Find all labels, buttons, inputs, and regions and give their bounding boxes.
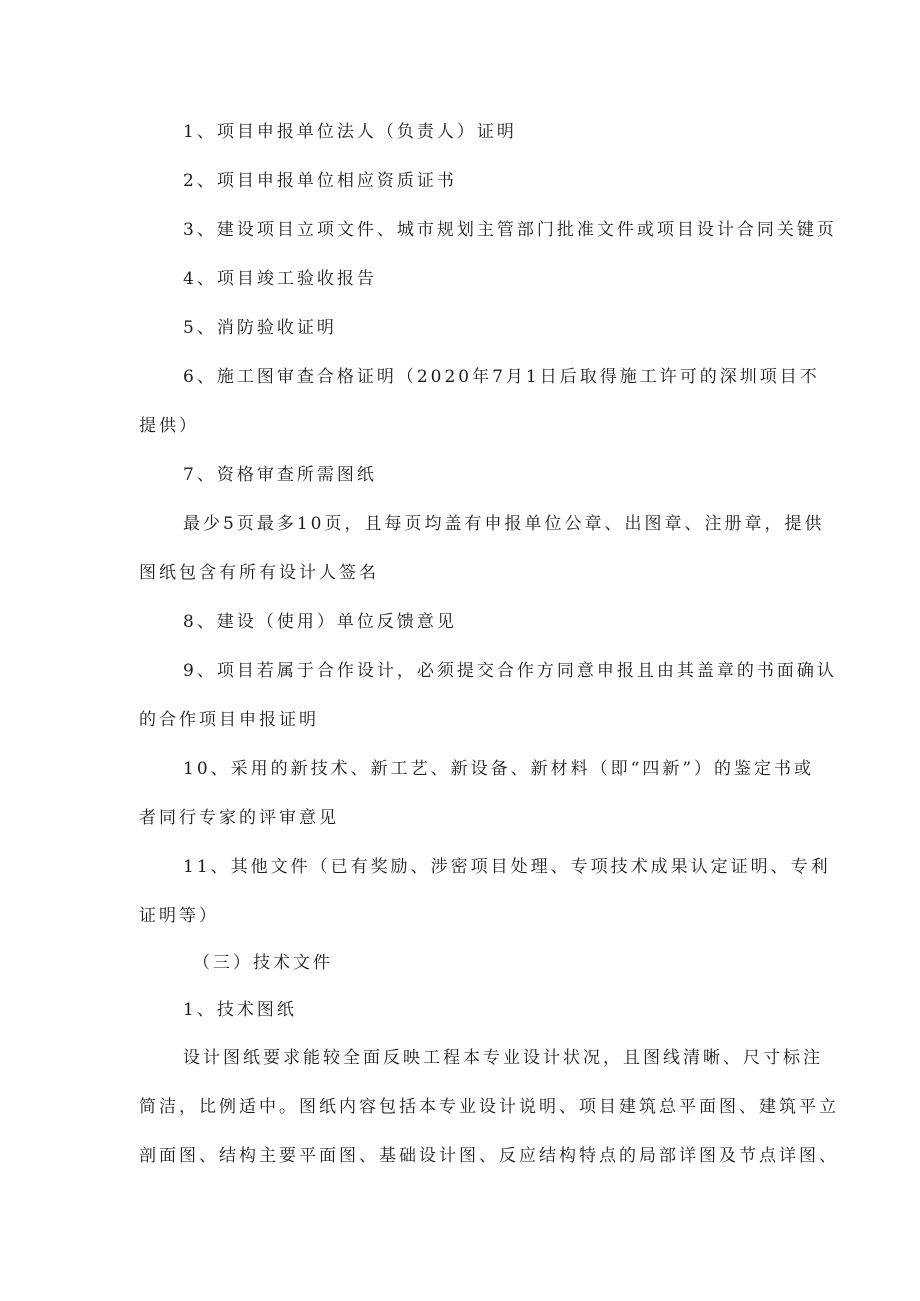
list-item-7: 7、资格审查所需图纸: [183, 465, 377, 485]
list-item-9-line-1: 9、项目若属于合作设计，必须提交合作方同意申报且由其盖章的书面确认: [183, 661, 837, 681]
list-item-6-line-1: 6、施工图审查合格证明（2020年7月1日后取得施工许可的深圳项目不: [183, 367, 820, 387]
list-item-1: 1、项目申报单位法人（负责人）证明: [183, 122, 517, 142]
tech-paragraph-line-1: 设计图纸要求能较全面反映工程本专业设计状况，且图线清晰、尺寸标注: [183, 1048, 823, 1068]
item-7-note-line-1: 最少5页最多10页，且每页均盖有申报单位公章、出图章、注册章，提供: [183, 514, 825, 534]
list-item-6-line-2: 提供）: [139, 416, 199, 436]
tech-paragraph-line-2: 简洁，比例适中。图纸内容包括本专业设计说明、项目建筑总平面图、建筑平立: [139, 1097, 839, 1117]
list-item-2: 2、项目申报单位相应资质证书: [183, 171, 457, 191]
list-item-10-line-1: 10、采用的新技术、新工艺、新设备、新材料（即“四新”）的鉴定书或: [183, 759, 815, 779]
list-item-8: 8、建设（使用）单位反馈意见: [183, 612, 457, 632]
section-heading: （三）技术文件: [193, 953, 333, 973]
list-item-5: 5、消防验收证明: [183, 318, 337, 338]
list-item-10-line-2: 者同行专家的评审意见: [139, 808, 339, 828]
item-7-note-line-2: 图纸包含有所有设计人签名: [139, 563, 379, 583]
tech-paragraph-line-3: 剖面图、结构主要平面图、基础设计图、反应结构特点的局部详图及节点详图、: [139, 1146, 839, 1166]
list-item-9-line-2: 的合作项目申报证明: [139, 710, 319, 730]
list-item-3: 3、建设项目立项文件、城市规划主管部门批准文件或项目设计合同关键页: [183, 220, 837, 240]
subsection-heading-1: 1、技术图纸: [183, 1000, 297, 1020]
list-item-11-line-2: 证明等）: [139, 906, 219, 926]
list-item-11-line-1: 11、其他文件（已有奖励、涉密项目处理、专项技术成果认定证明、专利: [183, 857, 831, 877]
list-item-4: 4、项目竣工验收报告: [183, 269, 377, 289]
